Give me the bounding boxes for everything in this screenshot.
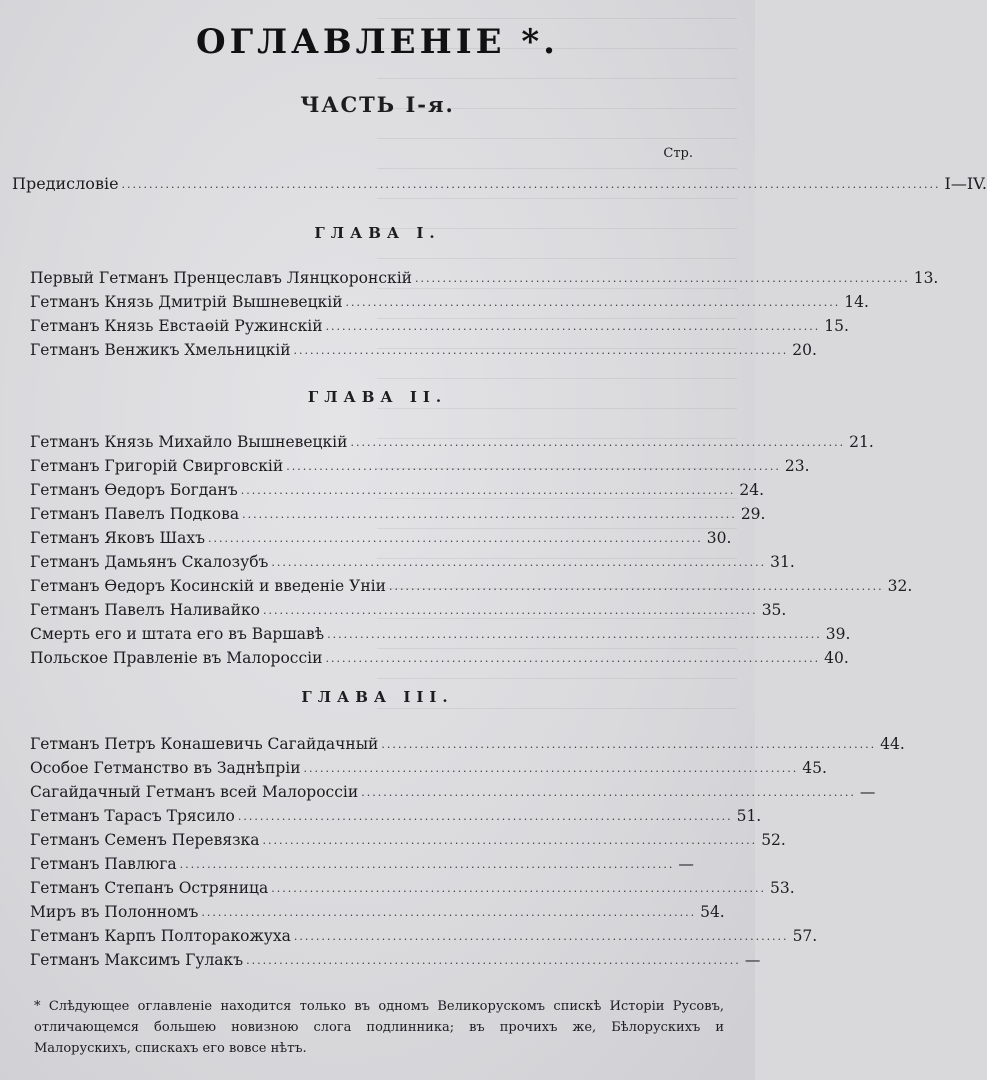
toc-entry[interactable] [30, 850, 694, 874]
leader-dots: .......................................................................................... [262, 604, 758, 617]
leader-dots: .......................................................................................... [201, 906, 697, 919]
toc-entry[interactable] [30, 644, 849, 668]
toc-entry-label: Гетманъ Тарасъ Трясило [30, 807, 235, 825]
toc-entry-label: Гетманъ Павелъ Наливайко [30, 601, 260, 619]
leader-dots: .......................................................................................... [327, 628, 822, 641]
leader-dots: .......................................................................................... [361, 786, 856, 799]
toc-entry-label: Гетманъ Яковъ Шахъ [30, 529, 206, 547]
toc-entry-label: Гетманъ Өедоръ Косинскій и введеніе Уніи [30, 577, 386, 595]
toc-entry-label: Смерть его и штата его въ Варшавѣ [30, 625, 325, 643]
toc-entry[interactable] [30, 802, 762, 826]
toc-entry-page: 54. [700, 903, 725, 921]
toc-entry-label: Гетманъ Максимъ Гулакъ [30, 951, 244, 969]
toc-entry-page: 57. [792, 927, 818, 945]
toc-entry[interactable] [30, 826, 786, 850]
toc-entry[interactable] [30, 572, 913, 596]
toc-entry[interactable] [30, 898, 725, 922]
toc-entry-page: — [859, 783, 876, 801]
toc-entry[interactable] [30, 524, 732, 548]
leader-dots: .......................................................................................... [179, 858, 675, 871]
toc-entry[interactable] [30, 428, 874, 452]
toc-entry[interactable] [30, 874, 795, 898]
leader-dots: .......................................................................................... [303, 762, 799, 775]
toc-entry[interactable] [30, 312, 849, 336]
leader-dots: .......................................................................................... [325, 652, 821, 665]
toc-entry-page: 52. [761, 831, 786, 849]
toc-entry-label: Гетманъ Петръ Конашевичь Сагайдачный [30, 735, 379, 753]
leader-dots: .......................................................................................... [237, 810, 733, 823]
toc-entry[interactable] [30, 730, 905, 754]
toc-entry-label: Гетманъ Карпъ Полторакожуха [30, 927, 291, 945]
toc-entry-preface[interactable] [12, 170, 987, 194]
toc-entry-label: Гетманъ Венжикъ Хмельницкій [30, 341, 291, 359]
leader-dots: .......................................................................................... [246, 954, 741, 967]
toc-entry-label: Гетманъ Князь Михайло Вышневецкій [30, 433, 348, 451]
leader-dots: .......................................................................................... [240, 484, 736, 497]
toc-entry[interactable] [30, 922, 818, 946]
page-title: ОГЛАВЛЕНІЕ *. [196, 22, 559, 62]
toc-entry-page: 13. [913, 269, 939, 287]
toc-entry-label: Особое Гетманство въ Заднѣпріи [30, 759, 301, 777]
leader-dots: .......................................................................................... [350, 436, 846, 449]
toc-entry[interactable] [30, 476, 765, 500]
leader-dots: ..................................................................................................................................................... [121, 178, 941, 191]
leader-dots: .......................................................................................... [208, 532, 703, 545]
toc-entry[interactable] [30, 264, 939, 288]
toc-entry-label: Гетманъ Князь Дмитрій Вышневецкій [30, 293, 343, 311]
toc-entry-page: I—IV. [944, 174, 987, 193]
toc-entry-label: Гетманъ Павлюга [30, 855, 177, 873]
leader-dots: .......................................................................................... [293, 930, 789, 943]
toc-entry-page: 35. [761, 601, 787, 619]
toc-entry-label: Гетманъ Дамьянъ Скалозубъ [30, 553, 269, 571]
toc-entry-label: Сагайдачный Гетманъ всей Малороссіи [30, 783, 359, 801]
toc-entry-label: Гетманъ Князь Евстаөій Ружинскій [30, 317, 323, 335]
toc-entry-label: Гетманъ Григорій Свирговскій [30, 457, 284, 475]
footnote: * Слѣдующее оглавленіе находится только въ одномъ Великорускомъ спискѣ Исторіи Русовъ, отличающемся большею новизною слога подлинника; въ прочихъ же, Бѣлорускихъ и Малорускихъ, спискахъ его вовсе нѣтъ. [34, 999, 724, 1056]
toc-entry-page: 15. [824, 317, 849, 335]
chapter-heading: ГЛАВА I. [314, 224, 441, 242]
leader-dots: .......................................................................................... [381, 738, 877, 751]
part-heading: ЧАСТЬ I-я. [300, 92, 455, 117]
toc-entry[interactable] [30, 548, 795, 572]
toc-entry-label: Гетманъ Өедоръ Богданъ [30, 481, 238, 499]
toc-entry[interactable] [30, 500, 766, 524]
toc-entry[interactable] [30, 596, 787, 620]
leader-dots: .......................................................................................... [242, 508, 737, 521]
toc-entry-page: 31. [770, 553, 795, 571]
chapter-heading: ГЛАВА II. [307, 388, 448, 406]
leader-dots: .......................................................................................... [325, 320, 821, 333]
leader-dots: .......................................................................................... [415, 272, 910, 285]
toc-entry[interactable] [30, 620, 851, 644]
toc-entry-label: Гетманъ Семенъ Перевязка [30, 831, 260, 849]
leader-dots: .......................................................................................... [293, 344, 789, 357]
leader-dots: .......................................................................................... [271, 556, 767, 569]
toc-entry-page: 23. [784, 457, 810, 475]
toc-entry-label: Гетманъ Павелъ Подкова [30, 505, 240, 523]
toc-entry-label: Первый Гетманъ Пренцеславъ Лянцкоронскій [30, 269, 412, 287]
toc-entry[interactable] [30, 452, 810, 476]
toc-entry-page: 32. [887, 577, 913, 595]
toc-entry-page: 24. [739, 481, 765, 499]
toc-entry-label: Гетманъ Степанъ Остряница [30, 879, 269, 897]
toc-entry[interactable] [30, 778, 876, 802]
toc-entry-page: 14. [844, 293, 869, 311]
toc-entry-page: 51. [736, 807, 762, 825]
leader-dots: .......................................................................................... [271, 882, 766, 895]
chapter-heading: ГЛАВА III. [301, 688, 454, 706]
toc-entry-page: 29. [740, 505, 766, 523]
toc-entry-page: 44. [880, 735, 905, 753]
page-column-header: Стр. [663, 146, 693, 161]
leader-dots: .......................................................................................... [262, 834, 758, 847]
toc-entry[interactable] [30, 336, 817, 360]
toc-entry-page: 45. [802, 759, 827, 777]
leader-dots: .......................................................................................... [286, 460, 781, 473]
toc-entry-page: 53. [769, 879, 795, 897]
leader-dots: .......................................................................................... [345, 296, 841, 309]
toc-entry-page: 30. [706, 529, 732, 547]
toc-entry-label: Миръ въ Полонномъ [30, 903, 199, 921]
toc-entry-page: 20. [792, 341, 817, 359]
toc-entry-label: Предисловіе [12, 174, 119, 193]
toc-entry[interactable] [30, 754, 827, 778]
toc-entry-page: 40. [824, 649, 849, 667]
toc-entry-page: 21. [849, 433, 874, 451]
toc-entry-page: — [678, 855, 694, 873]
toc-entry-page: — [744, 951, 761, 969]
toc-entry-page: 39. [825, 625, 851, 643]
toc-entry[interactable] [30, 946, 761, 970]
toc-entry-label: Польское Правленіе въ Малороссіи [30, 649, 323, 667]
leader-dots: .......................................................................................... [388, 580, 884, 593]
toc-entry[interactable] [30, 288, 869, 312]
